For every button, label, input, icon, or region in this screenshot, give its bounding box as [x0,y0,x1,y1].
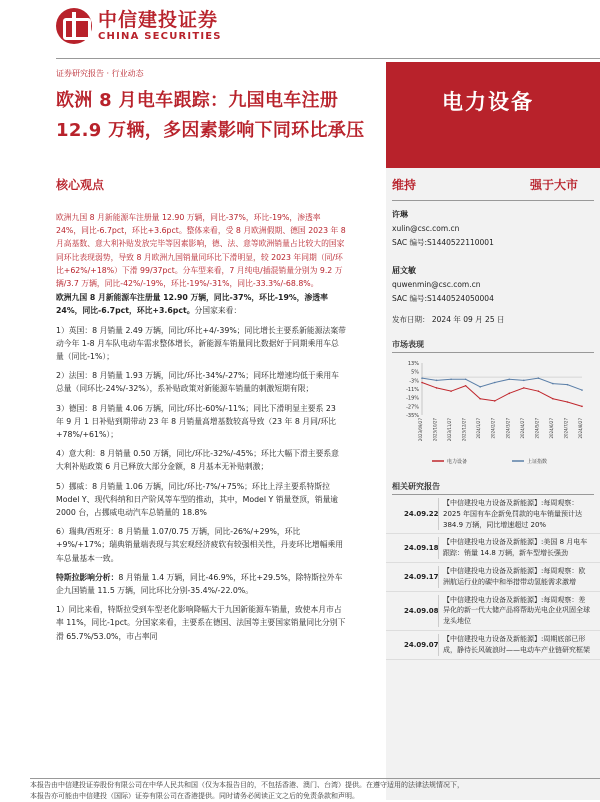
y-tick-label: -11% [406,387,419,393]
sector-banner [386,62,600,168]
rating-action: 维持 [392,178,417,192]
x-tick-label: 2024/3/27 [505,418,511,439]
disclaimer-footer [30,778,600,802]
related-date: 24.09.22 [404,510,439,519]
analyst-email[interactable]: xulin@csc.com.cn [392,224,460,233]
title-line-2: 12.9 万辆，多因素影响下同环比承压 [56,120,365,141]
title-line-1: 欧洲 8 月电车跟踪：九国电车注册 [56,90,339,111]
y-tick-label: 13% [407,361,419,367]
x-tick-label: 2024/5/27 [534,418,540,439]
series-point [538,377,540,379]
series-point [450,378,452,380]
logo-emblem-icon [56,8,92,44]
related-date: 24.09.18 [404,544,439,553]
series-point [538,390,540,392]
tesla-analysis [56,571,346,597]
series-line [422,378,582,390]
x-tick-label: 2023/12/27 [461,418,467,442]
series-point [465,378,467,380]
analyst-card [392,208,600,250]
y-tick-label: -35% [406,413,419,419]
disclaimer-line-1: 本报告由中信建投证券股份有限公司在中华人民共和国（仅为本报告目的，不包括香港、澳门、台湾）提供。在遵守适用的法律法规情况下， [30,781,464,789]
series-point [421,382,423,384]
sidebar [386,168,600,800]
market-performance-heading: 市场表现 [392,339,594,353]
y-tick-label: 5% [411,369,419,376]
related-reports-list [386,498,600,660]
report-category: 证券研究报告 · 行业动态 [56,69,144,78]
rating-row [386,176,600,196]
country-item: 4）意大利：8 月销量 0.50 万辆，同比/环比-32%/-45%；环比大幅下滑主要系意大利补贴政策 6 月已释放大部分金额，8 月基本无补贴刺激； [56,449,339,472]
logo-name-en: CHINA SECURITIES [98,31,222,42]
legend-label: 上证指数 [527,459,548,465]
x-tick-label: 2023/10/27 [432,418,438,442]
series-point [494,400,496,402]
related-title: 【中信建投电力设备及新能源】:每周观察：2025 年国有车企新免罚款的电车销量预计达 384.9 万辆，同比增速超过 20% [438,498,590,530]
lead-rest: 分国家来看： [194,306,242,316]
series-point [508,378,510,380]
series-point [436,387,438,389]
lead-bold: 欧洲九国 8 月新能源车注册量 12.90 万辆，同比-37%，环比-19%，渗透率 24%，同比-6.7pct，环比+3.6pct。 [56,293,328,316]
country-item: 5）挪威：8 月销量 1.06 万辆，同比/环比-7%/+75%；环比上浮主要系特斯拉 Model Y、现代科纳和日产阶风等车型的推动，其中，Model Y 销量登顶，销量逾 2000 台，占挪威电动汽车总销量的 18.8% [56,481,339,518]
series-point [421,377,423,379]
related-report[interactable] [386,595,600,631]
x-tick-label: 2024/1/27 [476,418,482,439]
analyst-card [392,264,600,306]
related-title: 【中信建投电力设备及新能源】:每周观察：差异化的新一代大储产品将帮助光电企业巩固全球龙头地位 [438,595,590,627]
tesla-text: 8 月销量 1.4 万辆，同比-46.9%，环比+29.5%，除特斯拉外车企九国销量 11.5 万辆，同比环比分别-35.4%/-22.0%。 [56,572,343,596]
related-report[interactable] [386,498,600,534]
series-point [465,385,467,387]
series-point [523,387,525,389]
series-point [508,393,510,395]
country-item: 3）德国：8 月销量 4.06 万辆，同比/环比-60%/-11%；同比下滑明显主要系 23 年 9 月 1 日补贴到期带动 23 年 8 月销量高增基数较高导致（23 年 8 月同/环比+78%/+61%）； [56,403,337,440]
series-point [436,380,438,382]
x-tick-label: 2024/7/27 [563,418,569,439]
rating-divider [392,200,594,201]
series-point [567,384,569,386]
related-report[interactable] [386,566,600,592]
x-tick-label: 2023/09/27 [418,418,423,442]
summary-paragraph: 欧洲九国 8 月新能源车注册量 12.90 万辆，同比-37%，环比-19%，渗透率 24%，同比-6.7pct，环比+3.6pct。整体来看，受 8 月欧洲假期、德国 2023 年 8 月高基数、意大利补贴发放完毕等因素影响，德、法、意等欧洲销量占比较大的国家同环比表现弱势，导致 8 月欧洲九国销量同环比下滑明显，较 2023 年同期（同/环比+62%/+18%）下滑 99/37pct。分车型来看，7 月纯电/插混销量分别为 9.2 万辆/3.7 万辆，同比-42%/-19%，环比-19%/-31%，同比-33.3%/-68.8%。 [56,213,346,289]
series-point [581,406,583,408]
related-date: 24.09.17 [404,572,439,581]
x-tick-label: 2024/2/27 [490,418,496,439]
country-item: 2）法国：8 月销量 1.93 万辆，同比/环比-34%/-27%；同环比增速均低于乘用车总量（同环比-24%/-32%），系补贴政策对新能源车销量的刺激短期有限； [56,371,339,394]
tesla-label: 特斯拉影响分析： [56,572,119,582]
y-tick-label: -19% [406,395,419,402]
related-title: 【中信建投电力设备及新能源】:每周观察：欧洲航运行业的碳中和举措带动氢能需求激增 [438,566,590,588]
y-tick-label: -3% [409,378,419,385]
related-report[interactable] [386,537,600,563]
series-point [567,401,569,403]
analyst-sac: SAC 编号:S1440522110001 [392,238,494,247]
country-item: 1）英国：8 月销量 2.49 万辆，同比/环比+4/-39%；同比增长主要系新能源法案带动今年 1-8 月车队电动车需求整体增长，新能源车销量同比数据好于同期乘用车总量（同比-1%）； [56,325,346,362]
legend-label: 电力设备 [447,459,468,465]
series-line [422,383,582,407]
analyst-email[interactable]: quwenmin@csc.com.cn [392,280,481,289]
series-point [450,390,452,392]
series-point [581,389,583,391]
related-date: 24.09.07 [404,640,439,649]
publish-date: 发布日期： 2024 年 09 月 25 日 [392,315,505,324]
analyst-name: 屈文敏 [392,266,416,275]
rating-value: 强于大市 [529,178,578,192]
company-logo [56,8,222,44]
sector-label: 电力设备 [442,90,534,114]
core-views-heading: 核心观点 [56,178,105,192]
series-point [552,398,554,400]
analyst-sac: SAC 编号:S1440524050004 [392,294,494,303]
x-tick-label: 2024/8/27 [578,418,583,439]
series-point [552,383,554,385]
x-tick-label: 2024/6/27 [548,418,554,439]
analyst-name: 许琳 [392,210,408,219]
logo-name-cn: 中信建投证券 [98,9,219,31]
main-content [56,168,346,643]
series-point [523,380,525,382]
tesla-point: 1）同比来看，特斯拉受到车型老化影响降幅大于九国新能源车销量，致使本月市占率 11%，同比-1pct。分国家来看，主要系在德国、法国等主要国家销量同比分别下滑 65.7%/53.0%，市占率同 [56,605,346,641]
market-chart [392,357,600,471]
series-point [494,382,496,384]
country-item: 6）瑞典/西班牙：8 月销量 1.07/0.75 万辆，同比-26%/+29%，环比+9%/+17%；瑞典销量端表现与其宏观经济疲软有较强相关性，丹麦环比增幅乘用车总量基本一致。 [56,527,344,563]
lead-paragraph [56,291,346,317]
disclaimer-line-2: 本报告亦可能由中信建投（国际）证券有限公司在香港提供。同时请务必阅读正文之后的免责条款和声明。 [30,792,359,800]
series-point [479,386,481,388]
related-reports-heading: 相关研究报告 [392,481,594,495]
related-report[interactable] [386,634,600,660]
related-date: 24.09.08 [404,606,439,615]
series-point [479,398,481,400]
market-chart-svg [392,357,592,467]
y-tick-label: -27% [406,404,419,411]
related-title: 【中信建投电力设备及新能源】:周期底部已形成，静待长风破浪时——电动车产业链研究框架 [438,634,590,656]
related-title: 【中信建投电力设备及新能源】:美国 8 月电车跟踪：销量 14.8 万辆，新车型增长强劲 [438,537,590,559]
x-tick-label: 2023/11/27 [447,418,453,442]
x-tick-label: 2024/4/27 [519,418,525,439]
report-title [56,86,386,146]
header-divider [56,58,600,59]
